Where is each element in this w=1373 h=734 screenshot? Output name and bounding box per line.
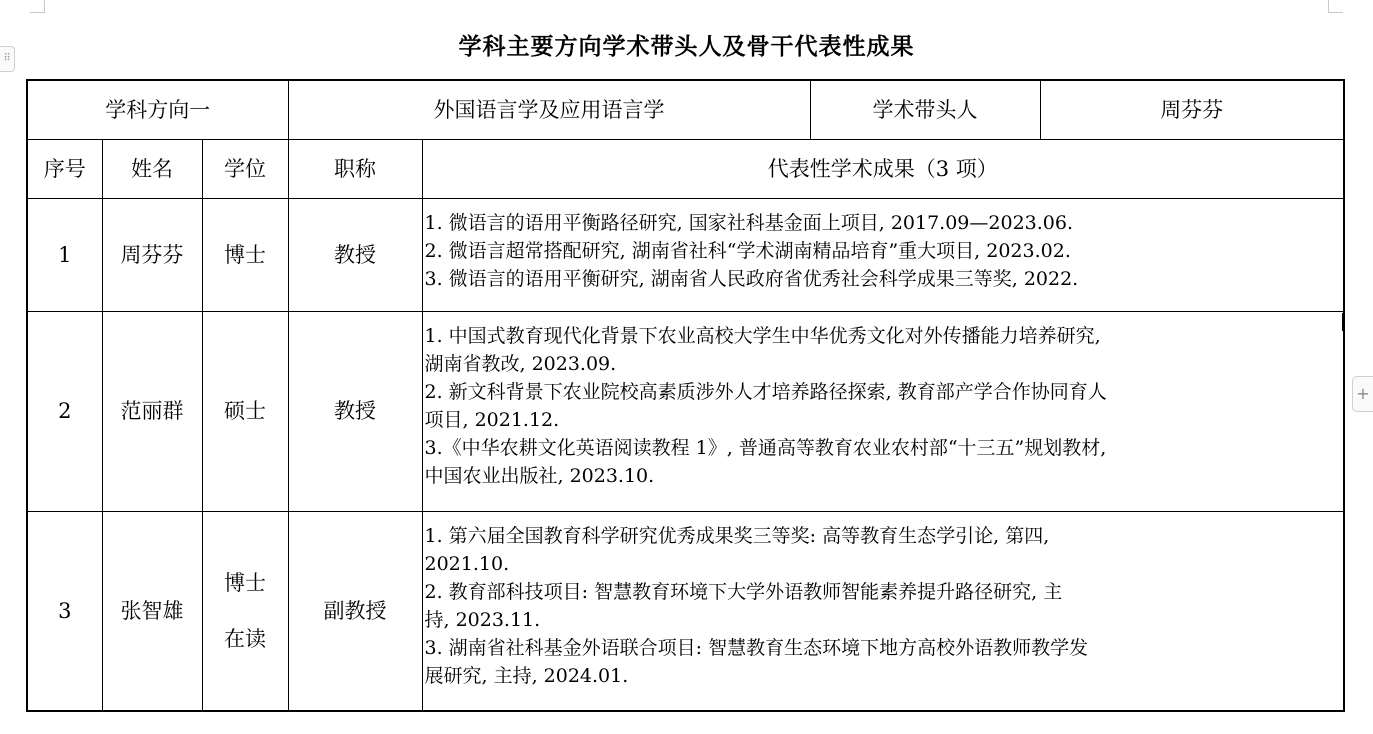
row-index: 1 <box>27 198 102 311</box>
row-title: 教授 <box>288 198 422 311</box>
row-title: 副教授 <box>288 511 422 711</box>
achievement-line: 中国农业出版社, 2023.10. <box>424 464 655 487</box>
achievement-line: 3.《中华农耕文化英语阅读教程 1》, 普通高等教育农业农村部“十三五”规划教材, <box>424 436 1107 459</box>
achievement-line: 1. 第六届全国教育科学研究优秀成果奖三等奖: 高等教育生态学引论, 第四, <box>424 524 1050 547</box>
row-achievements <box>422 511 1344 711</box>
achievement-line: 2. 微语言超常搭配研究, 湖南省社科“学术湖南精品培育”重大项目, 2023.02. <box>424 239 1071 262</box>
row-index: 3 <box>27 511 102 711</box>
degree-line: 博士 <box>224 570 266 595</box>
add-icon[interactable]: + <box>1352 376 1373 412</box>
achievement-line: 2021.10. <box>424 552 510 575</box>
achievement-line: 项目, 2021.12. <box>424 408 560 431</box>
table-row <box>27 311 1344 511</box>
col-header-index: 序号 <box>27 139 102 198</box>
achievements-table <box>26 79 1345 712</box>
degree-line: 在读 <box>224 626 266 651</box>
table-row <box>27 511 1344 711</box>
header-row <box>27 80 1344 139</box>
document-title: 学科主要方向学术带头人及骨干代表性成果 <box>458 34 915 60</box>
achievement-line: 展研究, 主持, 2024.01. <box>424 664 629 687</box>
achievement-line: 1. 中国式教育现代化背景下农业高校大学生中华优秀文化对外传播能力培养研究, <box>424 324 1101 347</box>
column-header-row <box>27 139 1344 198</box>
col-header-name: 姓名 <box>102 139 202 198</box>
col-header-achievements: 代表性学术成果（3 项） <box>422 139 1344 198</box>
achievement-line: 湖南省教改, 2023.09. <box>424 352 617 375</box>
page-corner-mark <box>1328 0 1343 13</box>
col-header-degree: 学位 <box>202 139 288 198</box>
row-title: 教授 <box>288 311 422 511</box>
row-index: 2 <box>27 311 102 511</box>
achievement-line: 持, 2023.11. <box>424 608 541 631</box>
row-degree: 博士 <box>202 198 288 311</box>
row-degree <box>202 511 288 711</box>
achievement-line: 1. 微语言的语用平衡路径研究, 国家社科基金面上项目, 2017.09—2023.06. <box>424 211 1074 234</box>
row-name: 张智雄 <box>102 511 202 711</box>
achievement-line: 3. 湖南省社科基金外语联合项目: 智慧教育生态环境下地方高校外语教师教学发 <box>424 636 1089 659</box>
row-degree: 硕士 <box>202 311 288 511</box>
row-name: 周芬芬 <box>102 198 202 311</box>
achievement-line: 2. 新文科背景下农业院校高素质涉外人才培养路径探索, 教育部产学合作协同育人 <box>424 380 1107 403</box>
col-header-title: 职称 <box>288 139 422 198</box>
row-achievements <box>422 198 1344 311</box>
row-achievements <box>422 311 1344 511</box>
achievement-line: 2. 教育部科技项目: 智慧教育环境下大学外语教师智能素养提升路径研究, 主 <box>424 580 1063 603</box>
leader-name-cell: 周芬芬 <box>1040 80 1344 139</box>
direction-value-cell: 外国语言学及应用语言学 <box>288 80 810 139</box>
row-name: 范丽群 <box>102 311 202 511</box>
drag-handle-icon[interactable]: ⠿ <box>0 46 15 72</box>
achievement-line: 3. 微语言的语用平衡研究, 湖南省人民政府省优秀社会科学成果三等奖, 2022. <box>424 267 1079 290</box>
direction-label-cell: 学科方向一 <box>27 80 288 139</box>
page-corner-mark <box>30 0 45 13</box>
leader-label-cell: 学术带头人 <box>810 80 1040 139</box>
cell-resize-marker <box>1342 313 1345 331</box>
table-row <box>27 198 1344 311</box>
